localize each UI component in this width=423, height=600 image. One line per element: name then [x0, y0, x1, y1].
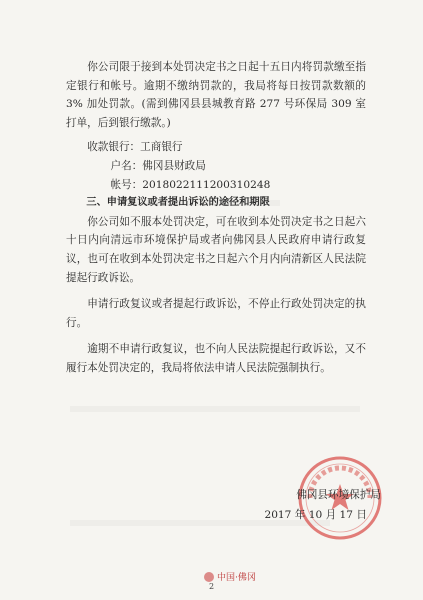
- enforcement-paragraph: 逾期不申请行政复议，也不向人民法院提起行政诉讼，又不履行本处罚决定的，我局将依法申请人民法院强制执行。: [66, 343, 366, 374]
- issue-date: 2017 年 10 月 17 日: [264, 509, 367, 521]
- bank-line: 收款银行：工商银行: [87, 141, 183, 154]
- payment-paragraph: 你公司限于接到本处罚决定书之日起十五日内将罚款缴至指定银行和帐号。逾期不缴纳罚款的，我局将每日按罚款数额的 3% 加处罚款。(需到佛冈县县城教育路 277 号环保局 309 室打单，后到银行缴款。): [66, 61, 366, 129]
- account-name-line: 户名：佛冈县财政局: [110, 159, 206, 172]
- page-number: 2: [208, 582, 215, 591]
- footer-brand-text: 中国·佛冈: [217, 573, 256, 583]
- bleed-through-line: [70, 406, 360, 412]
- review-paragraph: 你公司如不服本处罚决定，可在收到本处罚决定书之日起六十日内向清远市环境保护局或者向佛冈县人民政府申请行政复议，也可在收到本处罚决定书之日起六个月内向清新区人民法院提起行政诉讼。: [66, 215, 366, 284]
- section-heading: 三、申请复议或者提出诉讼的途径和期限: [86, 197, 270, 209]
- issuer-name: 佛冈县环境保护局: [296, 489, 381, 501]
- no-stay-paragraph: 申请行政复议或者提起行政诉讼，不停止行政处罚决定的执行。: [66, 298, 366, 329]
- document-body: [66, 58, 366, 378]
- account-number-line: 帐号：2018022111200310248: [110, 178, 271, 191]
- footer-logo-icon: [204, 572, 214, 582]
